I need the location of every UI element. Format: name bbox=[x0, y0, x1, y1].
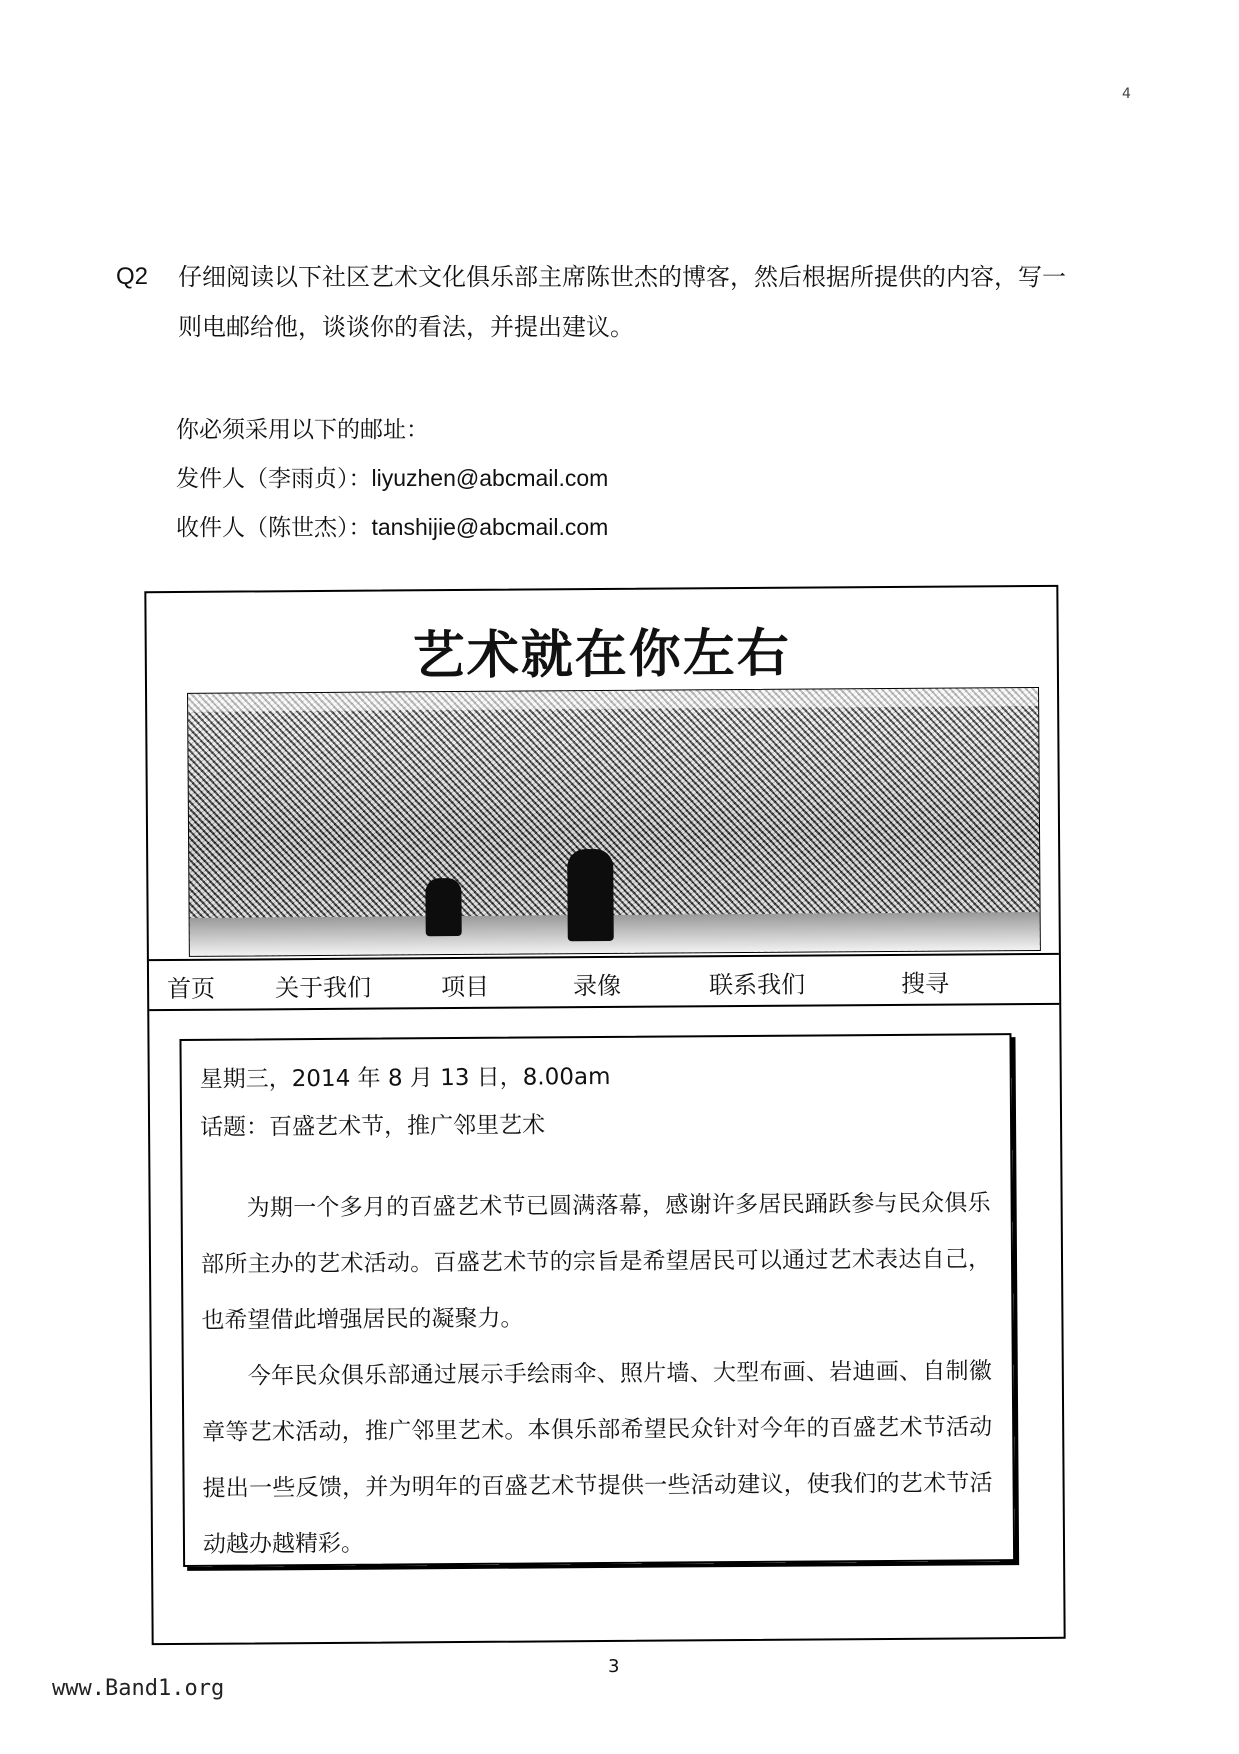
nav-about[interactable]: 关于我们 bbox=[275, 973, 372, 1003]
nav-search[interactable]: 搜寻 bbox=[900, 969, 950, 998]
page-number: 3 bbox=[608, 1656, 620, 1677]
post-body bbox=[200, 1175, 993, 1573]
blog-nav bbox=[149, 953, 1059, 1011]
nav-contact[interactable]: 联系我们 bbox=[708, 970, 806, 1000]
nav-projects[interactable]: 项目 bbox=[441, 972, 490, 1002]
post-date: 星期三，2014 年 8 月 13 日，8.00am bbox=[199, 1063, 611, 1093]
email-intro: 你必须采用以下的邮址： bbox=[176, 417, 429, 443]
question-number: Q2 bbox=[116, 263, 149, 290]
blog-post bbox=[179, 1033, 1015, 1567]
sender-line bbox=[176, 454, 608, 503]
footer-watermark: www.Band1.org bbox=[52, 1676, 225, 1701]
banner-sky bbox=[188, 688, 1038, 712]
nav-videos[interactable]: 录像 bbox=[573, 971, 622, 1001]
blog-title: 艺术就在你左右 bbox=[412, 622, 791, 687]
sender-label: 发件人（李雨贞）： bbox=[176, 466, 372, 492]
banner-person bbox=[425, 878, 461, 936]
banner-person bbox=[567, 849, 614, 941]
email-instructions bbox=[176, 406, 608, 552]
nav-home[interactable]: 首页 bbox=[167, 974, 216, 1004]
corner-mark: 4 bbox=[1122, 86, 1131, 102]
sender-address: liyuzhen@abcmail.com bbox=[371, 465, 609, 491]
recipient-address: tanshijie@abcmail.com bbox=[371, 514, 609, 540]
banner-ground bbox=[190, 912, 1040, 956]
blog-screenshot bbox=[144, 585, 1065, 1645]
banner-photo bbox=[187, 687, 1041, 957]
question-text: 仔细阅读以下社区艺术文化俱乐部主席陈世杰的博客，然后根据所提供的内容，写一则电邮给他，谈谈你的看法，并提出建议。 bbox=[178, 263, 1066, 341]
post-topic: 话题：百盛艺术节，推广邻里艺术 bbox=[199, 1112, 546, 1141]
post-paragraph: 今年民众俱乐部通过展示手绘雨伞、照片墙、大型布画、岩迪画、自制徽章等艺术活动，推广邻里艺术。本俱乐部希望民众针对今年的百盛艺术节活动提出一些反馈，并为明年的百盛艺术节提供一些活动建议，使我们的艺术节活动越办越精彩。 bbox=[202, 1358, 993, 1558]
recipient-label: 收件人（陈世杰）： bbox=[176, 515, 372, 541]
post-paragraph: 为期一个多月的百盛艺术节已圆满落幕，感谢许多居民踊跃参与民众俱乐部所主办的艺术活动。百盛艺术节的宗旨是希望居民可以通过艺术表达自己，也希望借此增强居民的凝聚力。 bbox=[200, 1190, 992, 1334]
recipient-line bbox=[176, 503, 608, 552]
question bbox=[116, 252, 1076, 352]
